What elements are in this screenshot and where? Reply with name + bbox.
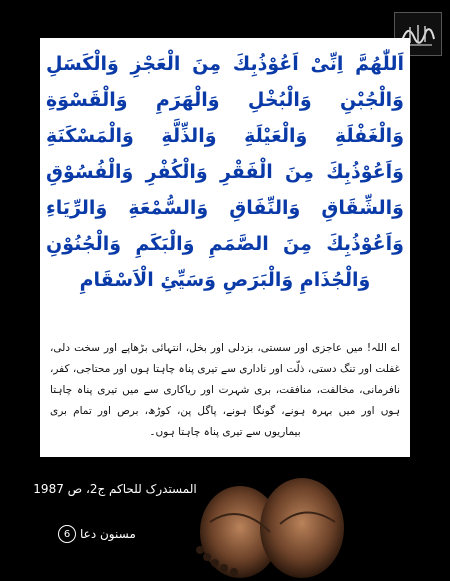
praying-hands-icon — [180, 462, 370, 581]
arabic-dua-text: اَللّٰهُمَّ اِنِّیْ اَعُوْذُبِكَ مِنَ الْعَجْزِ وَالْكَسَلِ وَالْجُبْنِ وَالْبُخْلِ وَالْهَرَمِ وَالْقَسْوَةِ وَالْغَفْلَةِ وَالْعَيْلَةِ وَالذِّلَّةِ وَالْمَسْكَنَةِ وَاَعُوْذُبِكَ مِنَ الْفَقْرِ وَالْكُفْرِ وَالْفُسُوْقِ وَالشِّقَاقِ وَالنِّفَاقِ وَالسُّمْعَةِ وَالرِّيَاءِ وَاَعُوْذُبِكَ مِنَ الصَّمَمِ وَالْبَكَمِ وَالْجُنُوْنِ وَالْجُذَامِ وَالْبَرَصِ وَسَيِّئِ الْاَسْقَامِ — [46, 53, 404, 291]
masnoon-dua-label — [58, 523, 136, 545]
dua-card — [40, 38, 410, 457]
hadith-reference: المستدرک للحاکم ج2، ص 1987 — [33, 482, 197, 496]
masnoon-dua-text: مسنون دعا — [80, 527, 136, 541]
dua-number-badge: 6 — [58, 525, 76, 543]
urdu-translation-text: اے اللہ! میں عاجزی اور سستی، بزدلی اور بخل، انتہائی بڑھاپے اور سخت دلی، غفلت اور تنگ دستی، ذلّت اور ناداری سے تیری پناہ چاہتا ہوں اور محتاجی، کفر، نافرمانی، مخالفت، منافقت، بری شہرت اور ریاکاری سے میں تیری پناہ چاہتا ہوں اور میں بہرہ ہونے، گونگا ہونے، پاگل پن، کوڑھ، برص اور تمام بری بیماریوں سے تیری پناہ چاہتا ہوں۔ — [50, 342, 400, 438]
